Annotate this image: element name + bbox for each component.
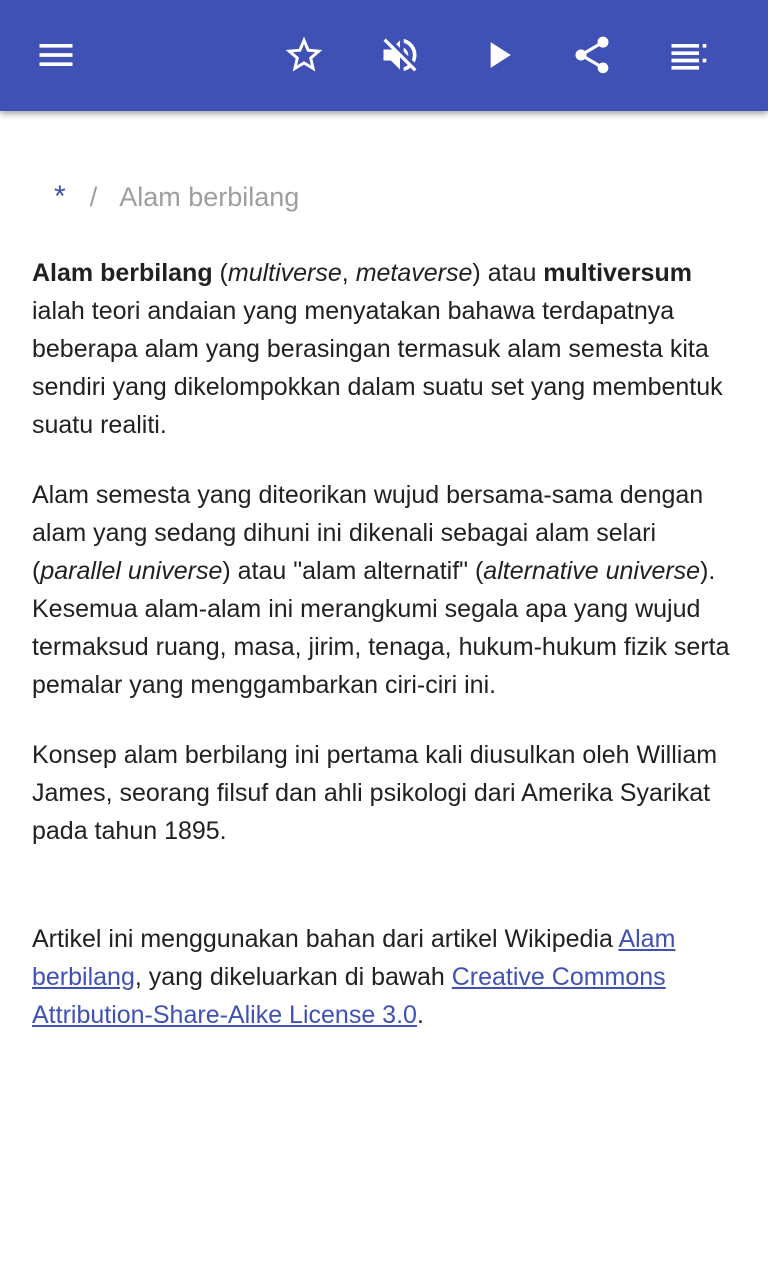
menu-button[interactable] — [24, 23, 88, 87]
app-bar — [0, 0, 768, 111]
text-fragment: ) atau "alam alternatif" ( — [222, 557, 484, 585]
play-button[interactable] — [466, 23, 530, 87]
share-button[interactable] — [560, 23, 624, 87]
text-fragment: , — [341, 259, 356, 287]
breadcrumb-home[interactable]: * — [54, 180, 66, 213]
share-icon — [570, 33, 614, 77]
attribution-note — [32, 920, 744, 1034]
menu-icon — [34, 33, 78, 77]
term-italic-3: parallel universe — [40, 557, 223, 585]
article-paragraph-1 — [32, 254, 744, 444]
breadcrumb — [54, 180, 299, 214]
text-fragment: ). Kesemua alam-alam ini merangkumi segala apa yang wujud termaksud ruang, masa, jirim, tenaga, hukum-hukum fizik serta pemalar yang menggambarkan ciri-ciri ini. — [32, 557, 730, 699]
play-icon — [476, 33, 520, 77]
text-fragment: , yang dikeluarkan di bawah — [134, 963, 452, 991]
playlist-button[interactable] — [656, 23, 720, 87]
text-fragment: Alam semesta yang diteorikan wujud bersama-sama dengan alam yang sedang dihuni ini dikenali sebagai alam selari ( — [32, 481, 704, 585]
article-paragraph-3: Konsep alam berbilang ini pertama kali diusulkan oleh William James, seorang filsuf dan ahli psikologi dari Amerika Syarikat pada tahun 1895. — [32, 741, 718, 845]
star-outline-icon — [282, 33, 326, 77]
wikipedia-article-link[interactable]: Alam berbilang — [32, 925, 676, 991]
term-italic-2: metaverse — [355, 259, 473, 287]
term-italic-4: alternative universe — [483, 557, 701, 585]
text-fragment: ialah teori andaian yang menyatakan bahawa terdapatnya beberapa alam yang berasingan termasuk alam semesta kita sendiri yang dikelompokkan dalam suatu set yang membentuk suatu realiti. — [32, 297, 723, 439]
term-italic-1: multiverse — [227, 259, 342, 287]
license-link[interactable]: Creative Commons Attribution-Share-Alike License 3.0 — [32, 963, 666, 1029]
term-bold-2: multiversum — [543, 259, 692, 287]
favorite-button[interactable] — [272, 23, 336, 87]
text-fragment: Artikel ini menggunakan bahan dari artikel Wikipedia — [32, 925, 619, 953]
breadcrumb-current: Alam berbilang — [119, 182, 300, 212]
article-body — [32, 254, 744, 882]
term-bold-1: Alam berbilang — [32, 259, 213, 287]
article-paragraph-2 — [32, 476, 744, 704]
text-fragment: ) atau — [472, 259, 544, 287]
volume-off-icon — [378, 33, 422, 77]
breadcrumb-separator: / — [89, 182, 98, 212]
text-fragment: ( — [212, 259, 228, 287]
playlist-icon — [666, 33, 710, 77]
mute-button[interactable] — [368, 23, 432, 87]
text-fragment: . — [416, 1001, 424, 1029]
